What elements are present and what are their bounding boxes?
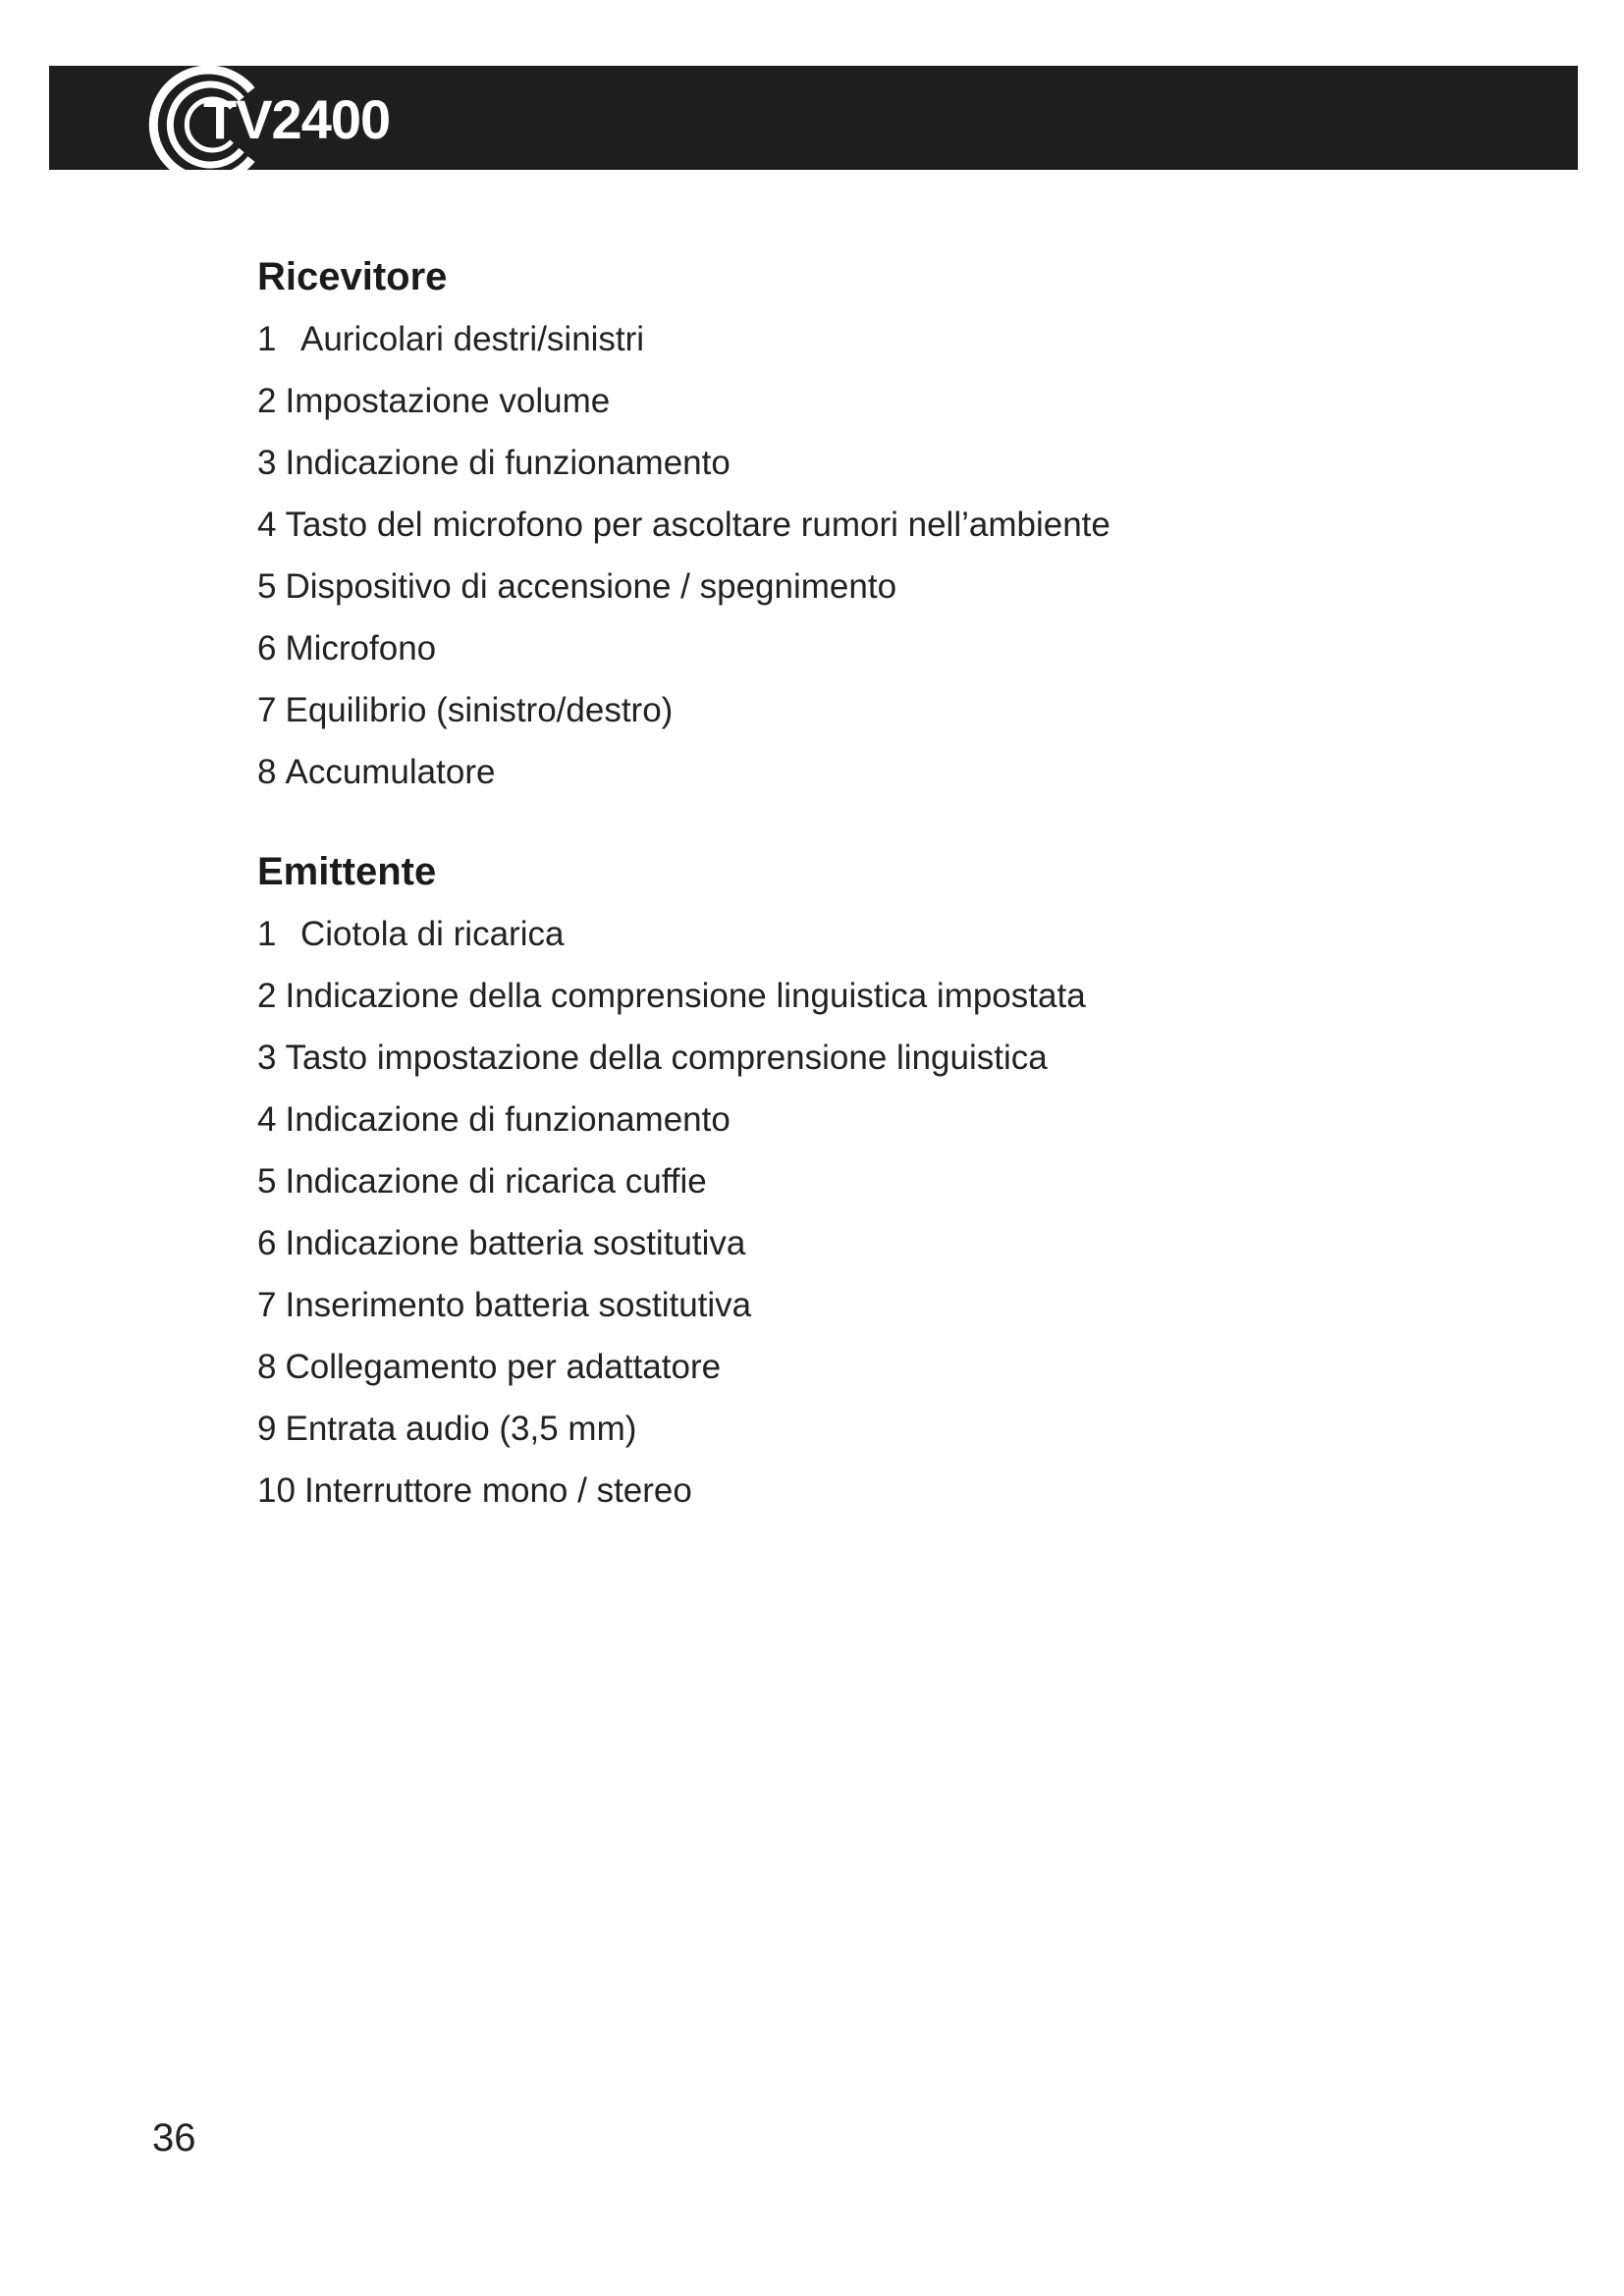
page-number: 36 xyxy=(152,2116,196,2160)
list-item xyxy=(257,1460,1435,1522)
section-receiver xyxy=(257,245,1435,803)
item-text: Indicazione batteria sostitutiva xyxy=(285,1224,746,1262)
list-item xyxy=(257,556,1435,617)
item-text: Auricolari destri/sinistri xyxy=(300,320,645,358)
list-item xyxy=(257,903,1435,965)
list-item xyxy=(257,494,1435,556)
list-item xyxy=(257,741,1435,803)
list-item xyxy=(257,1336,1435,1398)
list-item xyxy=(257,370,1435,432)
list-item xyxy=(257,1150,1435,1212)
item-number: 2 xyxy=(257,977,277,1015)
list-item xyxy=(257,1212,1435,1274)
transmitter-parts-list xyxy=(257,903,1435,1522)
item-text: Indicazione della comprensione linguistica impostata xyxy=(285,977,1086,1015)
item-number: 1 xyxy=(257,320,277,358)
item-text: Equilibrio (sinistro/destro) xyxy=(285,691,674,729)
list-item xyxy=(257,617,1435,679)
item-text: Indicazione di funzionamento xyxy=(285,1100,731,1139)
item-text: Entrata audio (3,5 mm) xyxy=(285,1410,637,1448)
list-item xyxy=(257,1398,1435,1460)
item-text: Interruttore mono / stereo xyxy=(303,1471,692,1510)
item-number: 3 xyxy=(257,444,277,482)
list-item xyxy=(257,1027,1435,1089)
item-number: 9 xyxy=(257,1410,277,1448)
list-item xyxy=(257,965,1435,1027)
list-item xyxy=(257,1274,1435,1336)
list-item xyxy=(257,308,1435,370)
item-number: 6 xyxy=(257,1224,277,1262)
item-text: Collegamento per adattatore xyxy=(285,1348,722,1386)
item-text: Indicazione di ricarica cuffie xyxy=(285,1162,707,1201)
item-number: 5 xyxy=(257,567,277,606)
item-text: Indicazione di funzionamento xyxy=(285,444,731,482)
item-number: 1 xyxy=(257,915,277,953)
item-text: Tasto impostazione della comprensione linguistica xyxy=(285,1039,1048,1077)
brand-logo xyxy=(147,61,471,188)
item-text: Tasto del microfono per ascoltare rumori nell’ambiente xyxy=(285,506,1110,544)
item-number: 4 xyxy=(257,1100,277,1139)
item-text: Inserimento batteria sostitutiva xyxy=(285,1286,752,1324)
section-title: Ricevitore xyxy=(257,255,448,298)
item-number: 5 xyxy=(257,1162,277,1201)
section-transmitter xyxy=(257,840,1435,1522)
item-text: Microfono xyxy=(285,629,437,667)
item-number: 6 xyxy=(257,629,277,667)
item-text: Dispositivo di accensione / spegnimento xyxy=(285,567,897,606)
logo-text: TV2400 xyxy=(203,88,391,150)
item-text: Accumulatore xyxy=(285,753,496,791)
item-number: 4 xyxy=(257,506,277,544)
item-number: 3 xyxy=(257,1039,277,1077)
item-text: Ciotola di ricarica xyxy=(300,915,565,953)
item-number: 8 xyxy=(257,1348,277,1386)
list-item xyxy=(257,432,1435,494)
item-text: Impostazione volume xyxy=(285,382,611,420)
parts-list xyxy=(257,245,1435,1522)
item-number: 7 xyxy=(257,691,277,729)
section-title: Emittente xyxy=(257,850,437,893)
item-number: 7 xyxy=(257,1286,277,1324)
receiver-parts-list xyxy=(257,308,1435,803)
list-item xyxy=(257,1089,1435,1150)
item-number: 8 xyxy=(257,753,277,791)
item-number: 10 xyxy=(257,1471,296,1510)
item-number: 2 xyxy=(257,382,277,420)
list-item xyxy=(257,679,1435,741)
